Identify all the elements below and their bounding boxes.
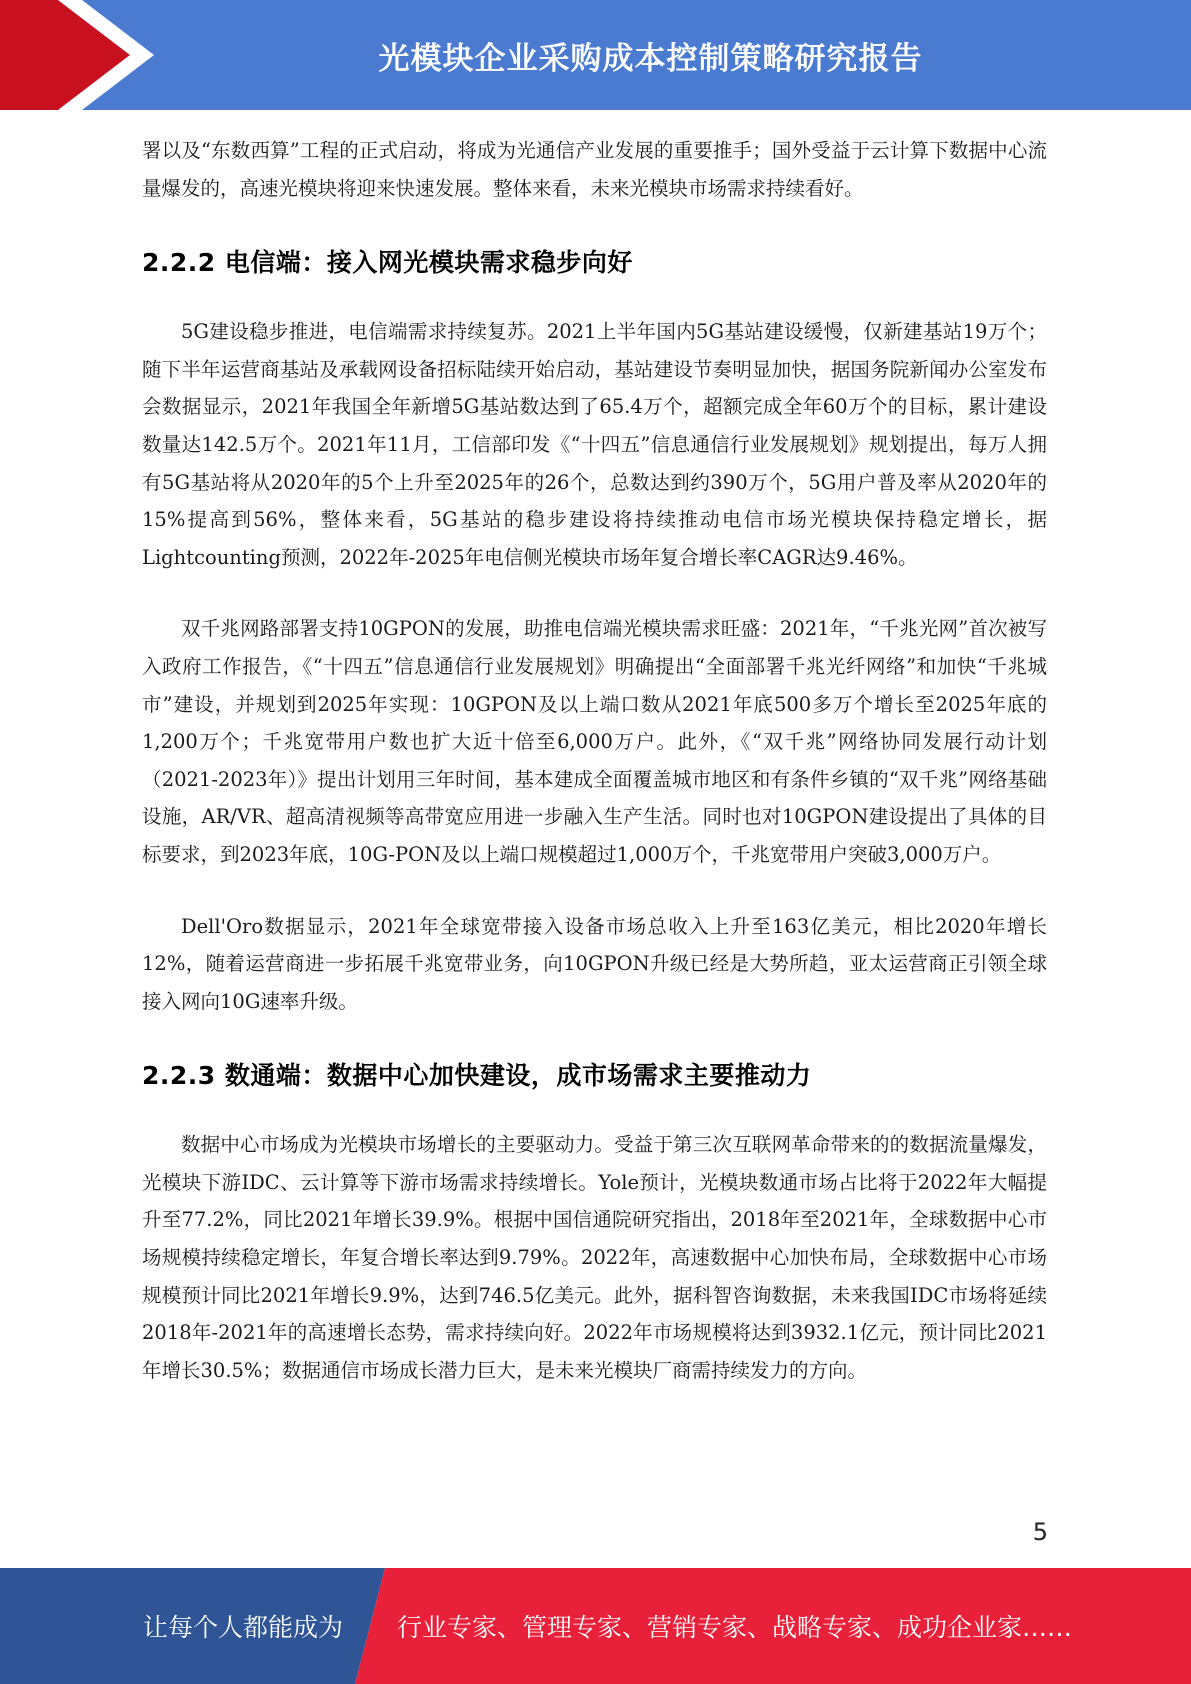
intro-paragraph: 署以及“东数西算”工程的正式启动，将成为光通信产业发展的重要推手；国外受益于云计算下数据中心流量爆发的，高速光模块将迎来快速发展。整体来看，未来光模块市场需求持续看好。 [142,139,1047,200]
section-heading-telecom: 2.2.2 电信端：接入网光模块需求稳步向好 [142,248,633,278]
header-arrow-graphic [0,0,160,110]
page-number: 5 [1032,1518,1048,1546]
telecom-paragraph-2: 双千兆网路部署支持10GPON的发展，助推电信端光模块需求旺盛：2021年，“千兆光网”首次被写入政府工作报告，《“十四五”信息通信行业发展规划》明确提出“全面部署千兆光纤网络”和加快“千兆城市”建设，并规划到2025年实现：10GPON及以上端口数从2021年底500多万个增长至2025年底的1,200万个；千兆宽带用户数也扩大近十倍至6,000万户。此外，《“双千兆”网络协同发展行动计划（2021-2023年）》提出计划用三年时间，基本建成全面覆盖城市地区和有条件乡镇的“双千兆”网络基础设施，AR/VR、超高清视频等高带宽应用进一步融入生产生活。同时也对10GPON建设提出了具体的目标要求，到2023年底，10G-PON及以上端口规模超过1,000万个，千兆宽带用户突破3,000万户。 [142,617,1047,866]
footer-slogan-right: 行业专家、管理专家、营销专家、战略专家、成功企业家…… [397,1613,1073,1642]
telecom-paragraph-1: 5G建设稳步推进，电信端需求持续复苏。2021上半年国内5G基站建设缓慢，仅新建基站19万个；随下半年运营商基站及承载网设备招标陆续开始启动，基站建设节奏明显加快，据国务院新闻办公室发布会数据显示，2021年我国全年新增5G基站数达到了65.4万个，超额完成全年60万个的目标，累计建设数量达142.5万个。2021年11月，工信部印发《“十四五”信息通信行业发展规划》规划提出，每万人拥有5G基站将从2020年的5个上升至2025年的26个，总数达到约390万个，5G用户普及率从2020年的15%提高到56%，整体来看，5G基站的稳步建设将持续推动电信市场光模块保持稳定增长，据Lightcounting预测，2022年-2025年电信侧光模块市场年复合增长率CAGR达9.46%。 [142,320,1047,569]
page-header [0,0,1191,110]
footer-slogan-left: 让每个人都能成为 [143,1613,344,1642]
report-title: 光模块企业采购成本控制策略研究报告 [378,40,923,77]
page-footer [0,1568,1191,1684]
page-content [142,132,1047,1389]
telecom-paragraph-3: Dell'Oro数据显示，2021年全球宽带接入设备市场总收入上升至163亿美元，相比2020年增长12%，随着运营商进一步拓展千兆宽带业务，向10GPON升级已经是大势所趋，亚太运营商正引领全球接入网向10G速率升级。 [142,914,1047,1013]
section-heading-datacom: 2.2.3 数通端：数据中心加快建设，成市场需求主要推动力 [142,1061,812,1091]
datacom-paragraph-1: 数据中心市场成为光模块市场增长的主要驱动力。受益于第三次互联网革命带来的的数据流量爆发，光模块下游IDC、云计算等下游市场需求持续增长。Yole预计，光模块数通市场占比将于2022年大幅提升至77.2%，同比2021年增长39.9%。根据中国信通院研究指出，2018年至2021年，全球数据中心市场规模持续稳定增长，年复合增长率达到9.79%。2022年，高速数据中心加快布局，全球数据中心市场规模预计同比2021年增长9.9%，达到746.5亿美元。此外，据科智咨询数据，未来我国IDC市场将延续2018年-2021年的高速增长态势，需求持续向好。2022年市场规模将达到3932.1亿元，预计同比2021年增长30.5%；数据通信市场成长潜力巨大，是未来光模块厂商需持续发力的方向。 [142,1133,1047,1382]
